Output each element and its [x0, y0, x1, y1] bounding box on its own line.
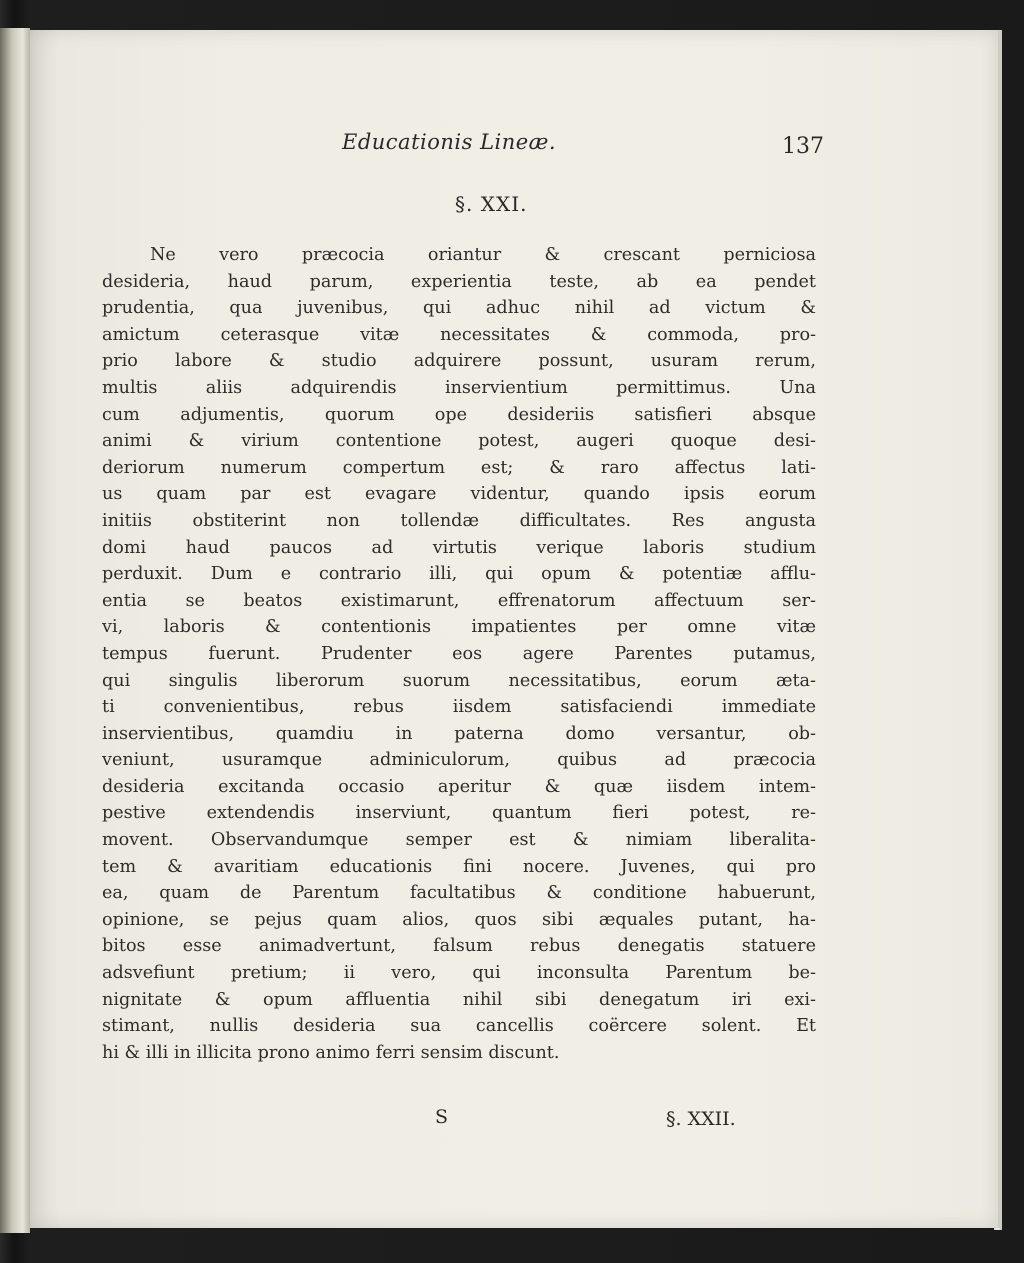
text-line: entia se beatos existimarunt, effrenatorum affectuum ser- — [102, 590, 816, 611]
text-line: deriorum numerum compertum est; & raro affectus lati- — [102, 457, 816, 478]
text-line: ti convenientibus, rebus iisdem satisfaciendi immediate — [102, 697, 816, 718]
section-heading: §. XXI. — [455, 192, 528, 216]
text-line: prudentia, qua juvenibus, qui adhuc nihil ad victum & — [102, 298, 816, 319]
book-gutter — [0, 28, 30, 1233]
text-line: stimant, nullis desideria sua cancellis coërcere solent. Et — [102, 1016, 816, 1037]
text-line: cum adjumentis, quorum ope desideriis satisfieri absque — [102, 404, 816, 425]
book-page — [30, 30, 1002, 1228]
text-line: opinione, se pejus quam alios, quos sibi æquales putant, ha- — [102, 909, 816, 930]
text-line: initiis obstiterint non tollendæ difficultates. Res angusta — [102, 510, 816, 531]
text-line: tempus fuerunt. Prudenter eos agere Parentes putamus, — [102, 643, 816, 664]
text-line: prio labore & studio adquirere possunt, usuram rerum, — [102, 351, 816, 372]
text-line: us quam par est evagare videntur, quando ipsis eorum — [102, 484, 816, 505]
signature-mark: S — [435, 1106, 449, 1128]
text-line: Ne vero præcocia oriantur & crescant perniciosa — [150, 245, 816, 265]
text-line: hi & illi in illicita prono animo ferri sensim discunt. — [102, 1042, 560, 1063]
text-line: ea, quam de Parentum facultatibus & conditione habuerunt, — [102, 883, 816, 904]
running-head-title: Educationis Lineæ. — [342, 130, 557, 154]
page-footer — [30, 1106, 998, 1138]
text-line: movent. Observandumque semper est & nimiam liberalita- — [102, 830, 816, 851]
text-line: domi haud paucos ad virtutis verique laboris studium — [102, 537, 816, 558]
running-head — [30, 130, 998, 166]
text-line: tem & avaritiam educationis fini nocere. Juvenes, qui pro — [102, 856, 816, 877]
text-line: inservientibus, quamdiu in paterna domo versantur, ob- — [102, 723, 816, 744]
text-line: nignitate & opum affluentia nihil sibi denegatum iri exi- — [102, 989, 816, 1010]
text-line: multis aliis adquirendis inservientium permittimus. Una — [102, 377, 816, 398]
text-line: qui singulis liberorum suorum necessitatibus, eorum æta- — [102, 670, 816, 691]
text-line: bitos esse animadvertunt, falsum rebus denegatis statuere — [102, 936, 816, 957]
text-line: desideria, haud parum, experientia teste, ab ea pendet — [102, 271, 816, 292]
text-line: veniunt, usuramque adminiculorum, quibus ad præcocia — [102, 750, 816, 771]
text-line: desideria excitanda occasio aperitur & quæ iisdem intem- — [102, 776, 816, 797]
text-line: amictum ceterasque vitæ necessitates & commoda, pro- — [102, 324, 816, 345]
body-text — [102, 242, 816, 1066]
page-number: 137 — [782, 134, 824, 159]
catchword: §. XXII. — [666, 1108, 736, 1130]
text-line: vi, laboris & contentionis impatientes per omne vitæ — [102, 617, 816, 638]
text-line: animi & virium contentione potest, augeri quoque desi- — [102, 431, 816, 452]
text-line: perduxit. Dum e contrario illi, qui opum & potentiæ afflu- — [102, 564, 816, 585]
text-line: pestive extendendis inserviunt, quantum fieri potest, re- — [102, 803, 816, 824]
text-line: adsvefiunt pretium; ii vero, qui inconsulta Parentum be- — [102, 963, 816, 984]
